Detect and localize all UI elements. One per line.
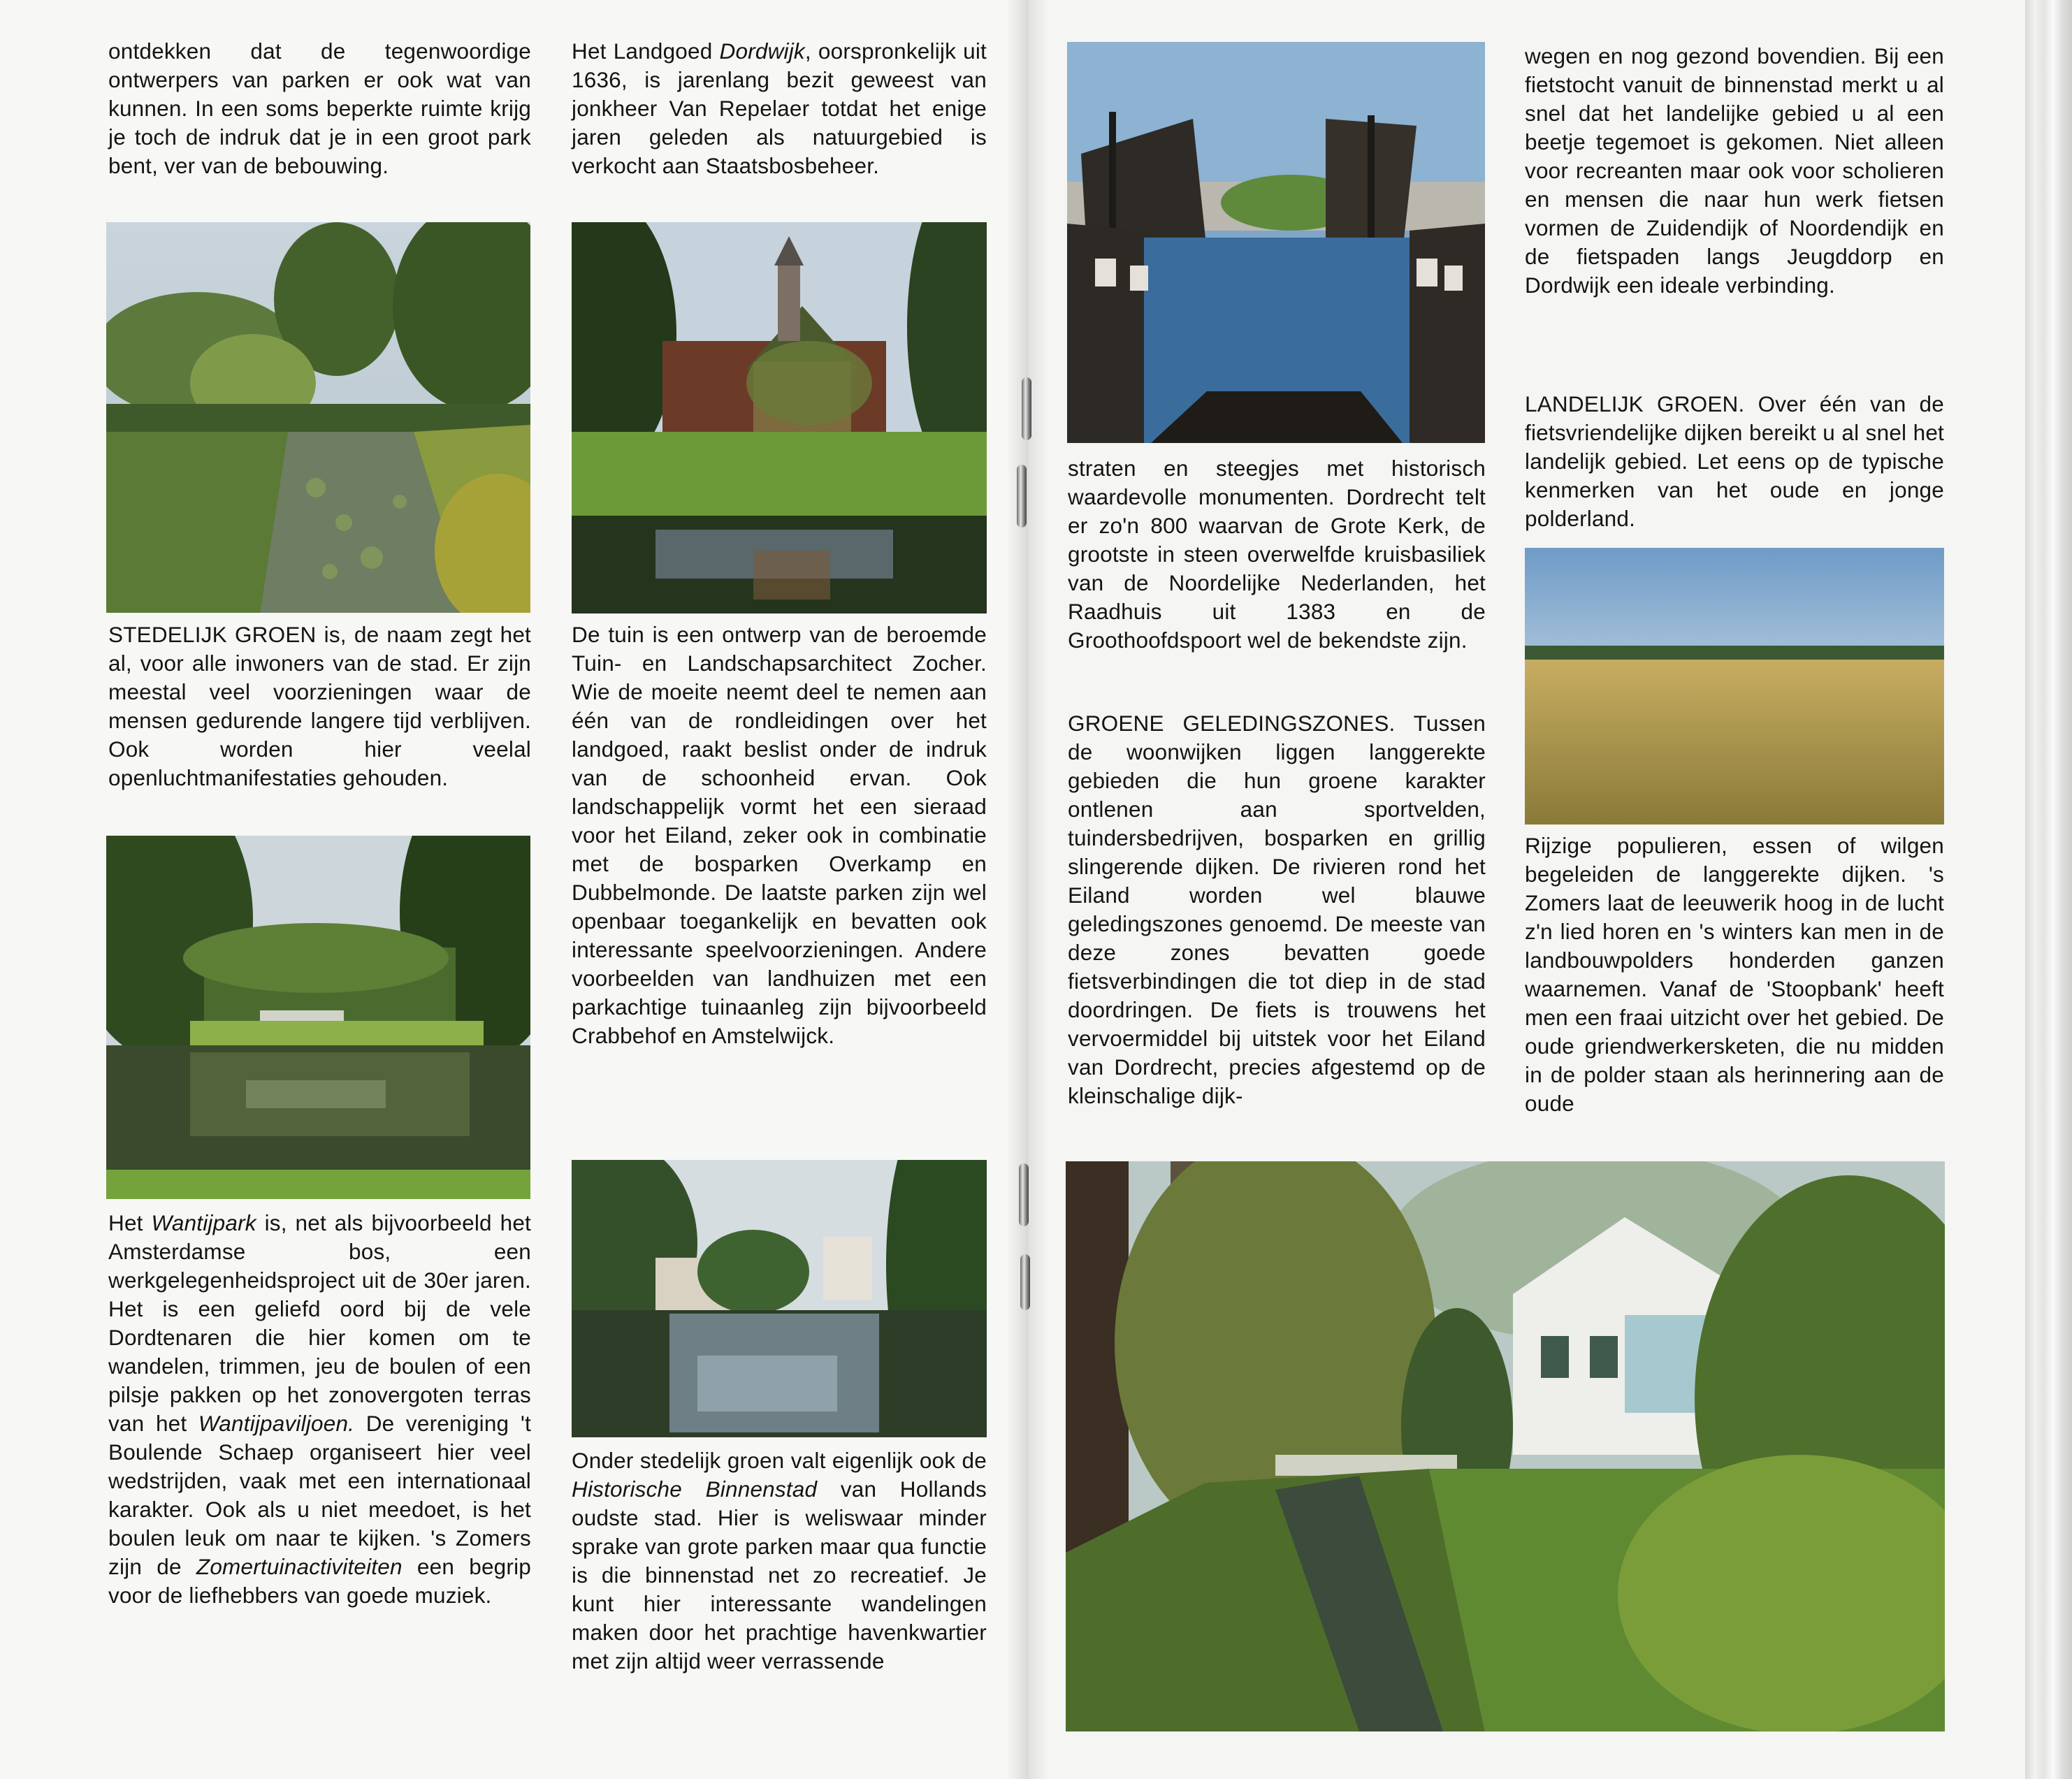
- right-page: [1027, 0, 2025, 1779]
- park-pond-photo: [106, 222, 530, 613]
- staple-bottom: [1019, 1163, 1029, 1226]
- staple-top: [1022, 377, 1031, 440]
- binding-gutter: [1006, 0, 1048, 1779]
- col1-paragraph-2-body: is, de naam zegt het al, voor alle inwoners van de stad. Er zijn meestal veel voorzieningen waar de mensen gedurende langere tijd verblijven. Ook worden hier veelal openluchtmanifestaties gehouden.: [108, 622, 531, 790]
- wantijpark-lake-photo: [106, 836, 530, 1199]
- col1-paragraph-1: ontdekken dat de tegenwoordige ontwerpers van parken er ook wat van kunnen. In een soms beperkte ruimte krijg je toch de indruk dat je in een groot park bent, ver van de bebouwing.: [108, 38, 531, 178]
- page-edges: [2025, 0, 2072, 1779]
- col4-paragraph-2: [1525, 390, 1944, 533]
- stedelijk-groen-heading: STEDELIJK GROEN: [108, 622, 317, 647]
- staple-bottom-2: [1020, 1254, 1030, 1310]
- staple-top-2: [1017, 465, 1027, 528]
- col1-paragraph-3: Het Wantijpark is, net als bijvoorbeeld het Amsterdamse bos, een werkgelegenheidsproject uit de 30er jaren. Het is een geliefd oord bij de vele Dordtenaren die hier komen om te wandelen, trimmen, jeu de boulen of een pilsje pakken op het zonovergoten terras van het Wantijpaviljoen. De vereniging 't Boulende Schaep organiseert hier veel wedstrijden, vaak met een internationaal karakter. Ook als u niet meedoet, is het boulen leuk om naar te kijken. 's Zomers zijn de Zomertuinactiviteiten een begrip voor de liefhebbers van goede muziek.: [108, 1210, 531, 1608]
- estate-house-photo: [572, 222, 987, 613]
- canal-villas-photo: [572, 1160, 987, 1437]
- col3-paragraph-2: [1068, 709, 1486, 1110]
- historische-binnenstad-name: Historische Binnenstad: [572, 1476, 818, 1502]
- col4-paragraph-3: Rijzige populieren, essen of wilgen begeleiden de langgerekte dijken. 's Zomers laat de leeuwerik hoog in de lucht z'n lied horen en 's winters kan men in de landbouwpolders honderden ganzen waarnemen. Vanaf de 'Stoopbank' heeft men een fraai uitzicht over het gebied. De oude griendwerkersketen, die nu midden in de polder staan als herinnering aan de oude: [1525, 833, 1944, 1116]
- col4-paragraph-1: wegen en nog gezond bovendien. Bij een fietstocht vanuit de binnenstad merkt u al snel dat het landelijke gebied u al een beetje tegemoet is gekomen. Niet alleen voor recreanten maar ook voor scholieren en mensen die naar hun werk fietsen vormen de Zuidendijk of Noordendijk en de fietspaden langs Jeugddorp en Dordwijk een ideale verbinding.: [1525, 43, 1944, 298]
- groene-geledingszones-heading: GROENE GELEDINGSZONES.: [1068, 711, 1396, 736]
- col1-paragraph-2: [108, 620, 531, 792]
- wantijpaviljoen-name: Wantijpaviljoen.: [198, 1411, 355, 1436]
- left-page: [0, 0, 1027, 1779]
- col4-paragraph-2-body: Over één van de fietsvriendelijke dijken bereikt u al snel het landelijk gebied. Let eens op de typische kenmerken van het oude en jonge polderland.: [1525, 391, 1944, 531]
- col2-paragraph-2: De tuin is een ontwerp van de beroemde Tuin- en Landschapsarchitect Zocher. Wie de moeite neemt deel te nemen aan één van de rondleidingen over het landgoed, raakt beslist onder de indruk van de schoonheid ervan. Ook landschappelijk vormt het een sieraad voor het Eiland, zeker ook in combinatie met de bosparken Overkamp en Dubbelmonde. De laatste parken zijn wel openbaar toegankelijk en bevatten ook interessante speelvoorzieningen. Andere voorbeelden van landhuizen met een parkachtige tuinaanleg zijn bijvoorbeeld Crabbehof en Amstelwijck.: [572, 622, 987, 1048]
- landelijk-groen-heading: LANDELIJK GROEN.: [1525, 391, 1745, 416]
- wantijpark-name: Wantijpark: [151, 1210, 256, 1235]
- drawbridge-harbour-photo: [1067, 42, 1485, 443]
- col2-paragraph-1: Het Landgoed Dordwijk, oorspronkelijk uit 1636, is jarenlang bezit geweest van jonkheer Van Repelaer totdat het enige jaren geleden als natuurgebied is verkocht aan Staatsbosbeheer.: [572, 38, 987, 178]
- col3-paragraph-2-body: Tussen de woonwijken liggen langgerekte gebieden die hun groene karakter ontlenen aan sportvelden, tuindersbedrijven, bosparken en grillig slingerende dijken. De rivieren rond het Eiland worden wel blauwe geledingszones genoemd. De meeste van deze zones bevatten goede fietsverbindingen die tot diep in de stad doordringen. De fiets is trouwens het vervoermiddel bij uitstek voor het Eiland van Dordrecht, precies afgestemd op de kleinschalige dijk-: [1068, 711, 1486, 1108]
- zomertuinactiviteiten-name: Zomertuinactiviteiten: [196, 1554, 403, 1579]
- wheat-field-photo: [1525, 548, 1944, 825]
- dordwijk-name: Dordwijk: [719, 38, 805, 64]
- col3-paragraph-1: straten en steegjes met historisch waardevolle monumenten. Dordrecht telt er zo'n 800 waarvan de Grote Kerk, de grootste in steen overwelfde kruisbasiliek van de Noordelijke Nederlanden, het Raadhuis uit 1383 en de Groothoofdspoort wel de bekendste zijn.: [1068, 456, 1486, 653]
- farmhouse-creek-photo: [1066, 1161, 1945, 1731]
- col2-paragraph-3: Onder stedelijk groen valt eigenlijk ook de Historische Binnenstad van Hollands oudste stad. Hier is weliswaar minder sprake van grote parken maar qua functie is die binnenstad net zo recreatief. Je kunt hier interessante wandelingen maken door het prachtige havenkwartier met zijn altijd weer verrassende: [572, 1448, 987, 1673]
